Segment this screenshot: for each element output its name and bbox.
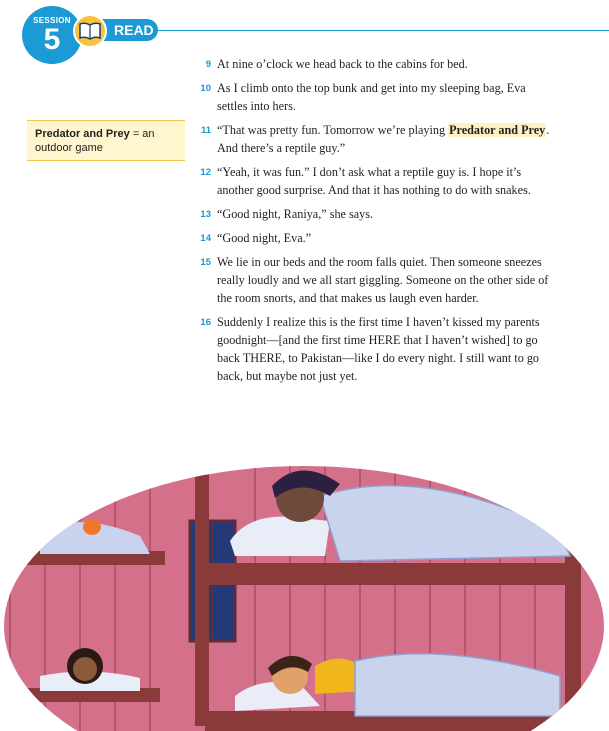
paragraph-text: “Good night, Eva.” <box>217 231 312 245</box>
margin-note <box>27 120 185 161</box>
paragraph-text: As I climb onto the top bunk and get into my sleeping bag, Eva settles into hers. <box>217 81 526 113</box>
paragraph-12 <box>193 163 553 199</box>
paragraph-text: “Yeah, it was fun.” I don’t ask what a reptile guy is. I hope it’s another good surprise. And that it has nothing to do with snakes. <box>217 165 531 197</box>
session-number: 5 <box>43 23 61 56</box>
paragraph-number: 15 <box>200 257 211 268</box>
paragraph-number: 14 <box>200 233 211 244</box>
section-label: READ <box>96 19 158 41</box>
margin-note-term: Predator and Prey <box>35 128 130 140</box>
paragraph-text-start: “That was pretty fun. Tomorrow we’re playing <box>217 123 449 137</box>
paragraph-9 <box>193 55 553 73</box>
paragraph-text: At nine o’clock we head back to the cabins for bed. <box>217 57 468 71</box>
open-book-icon <box>73 14 107 48</box>
paragraph-number: 9 <box>205 59 211 70</box>
paragraph-number: 13 <box>200 209 211 220</box>
paragraph-15 <box>193 253 553 307</box>
paragraph-text: We lie in our beds and the room falls quiet. Then someone sneezes really loudly and we all start giggling. Someone on the other side of the room snorts, and that makes us laugh even harder. <box>217 255 549 305</box>
margin-note-definition: = an outdoor game <box>35 128 155 154</box>
paragraph-14 <box>193 229 553 247</box>
paragraph-16 <box>193 313 553 385</box>
paragraph-text: Suddenly I realize this is the first time I haven’t kissed my parents goodnight—[and the first time HERE that I haven’t wished] to go back THERE, to Pakistan—like I do every night. I still want to go back, but maybe not just yet. <box>217 315 540 383</box>
paragraph-number: 12 <box>200 167 211 178</box>
paragraph-number: 10 <box>200 83 211 94</box>
vocab-highlight: Predator and Prey <box>449 123 546 137</box>
paragraph-10 <box>193 79 553 115</box>
paragraph-text: “Good night, Raniya,” she says. <box>217 207 374 221</box>
paragraph-number: 16 <box>200 317 211 328</box>
header-rule <box>158 30 609 31</box>
paragraph-number: 11 <box>200 125 211 136</box>
session-word: SESSION <box>33 16 71 25</box>
paragraph-11 <box>193 121 553 157</box>
paragraph-13 <box>193 205 553 223</box>
bunk-bed-illustration <box>0 426 609 731</box>
paragraph-text-end: . And there’s a reptile guy.” <box>217 123 550 155</box>
story-text <box>193 55 553 391</box>
